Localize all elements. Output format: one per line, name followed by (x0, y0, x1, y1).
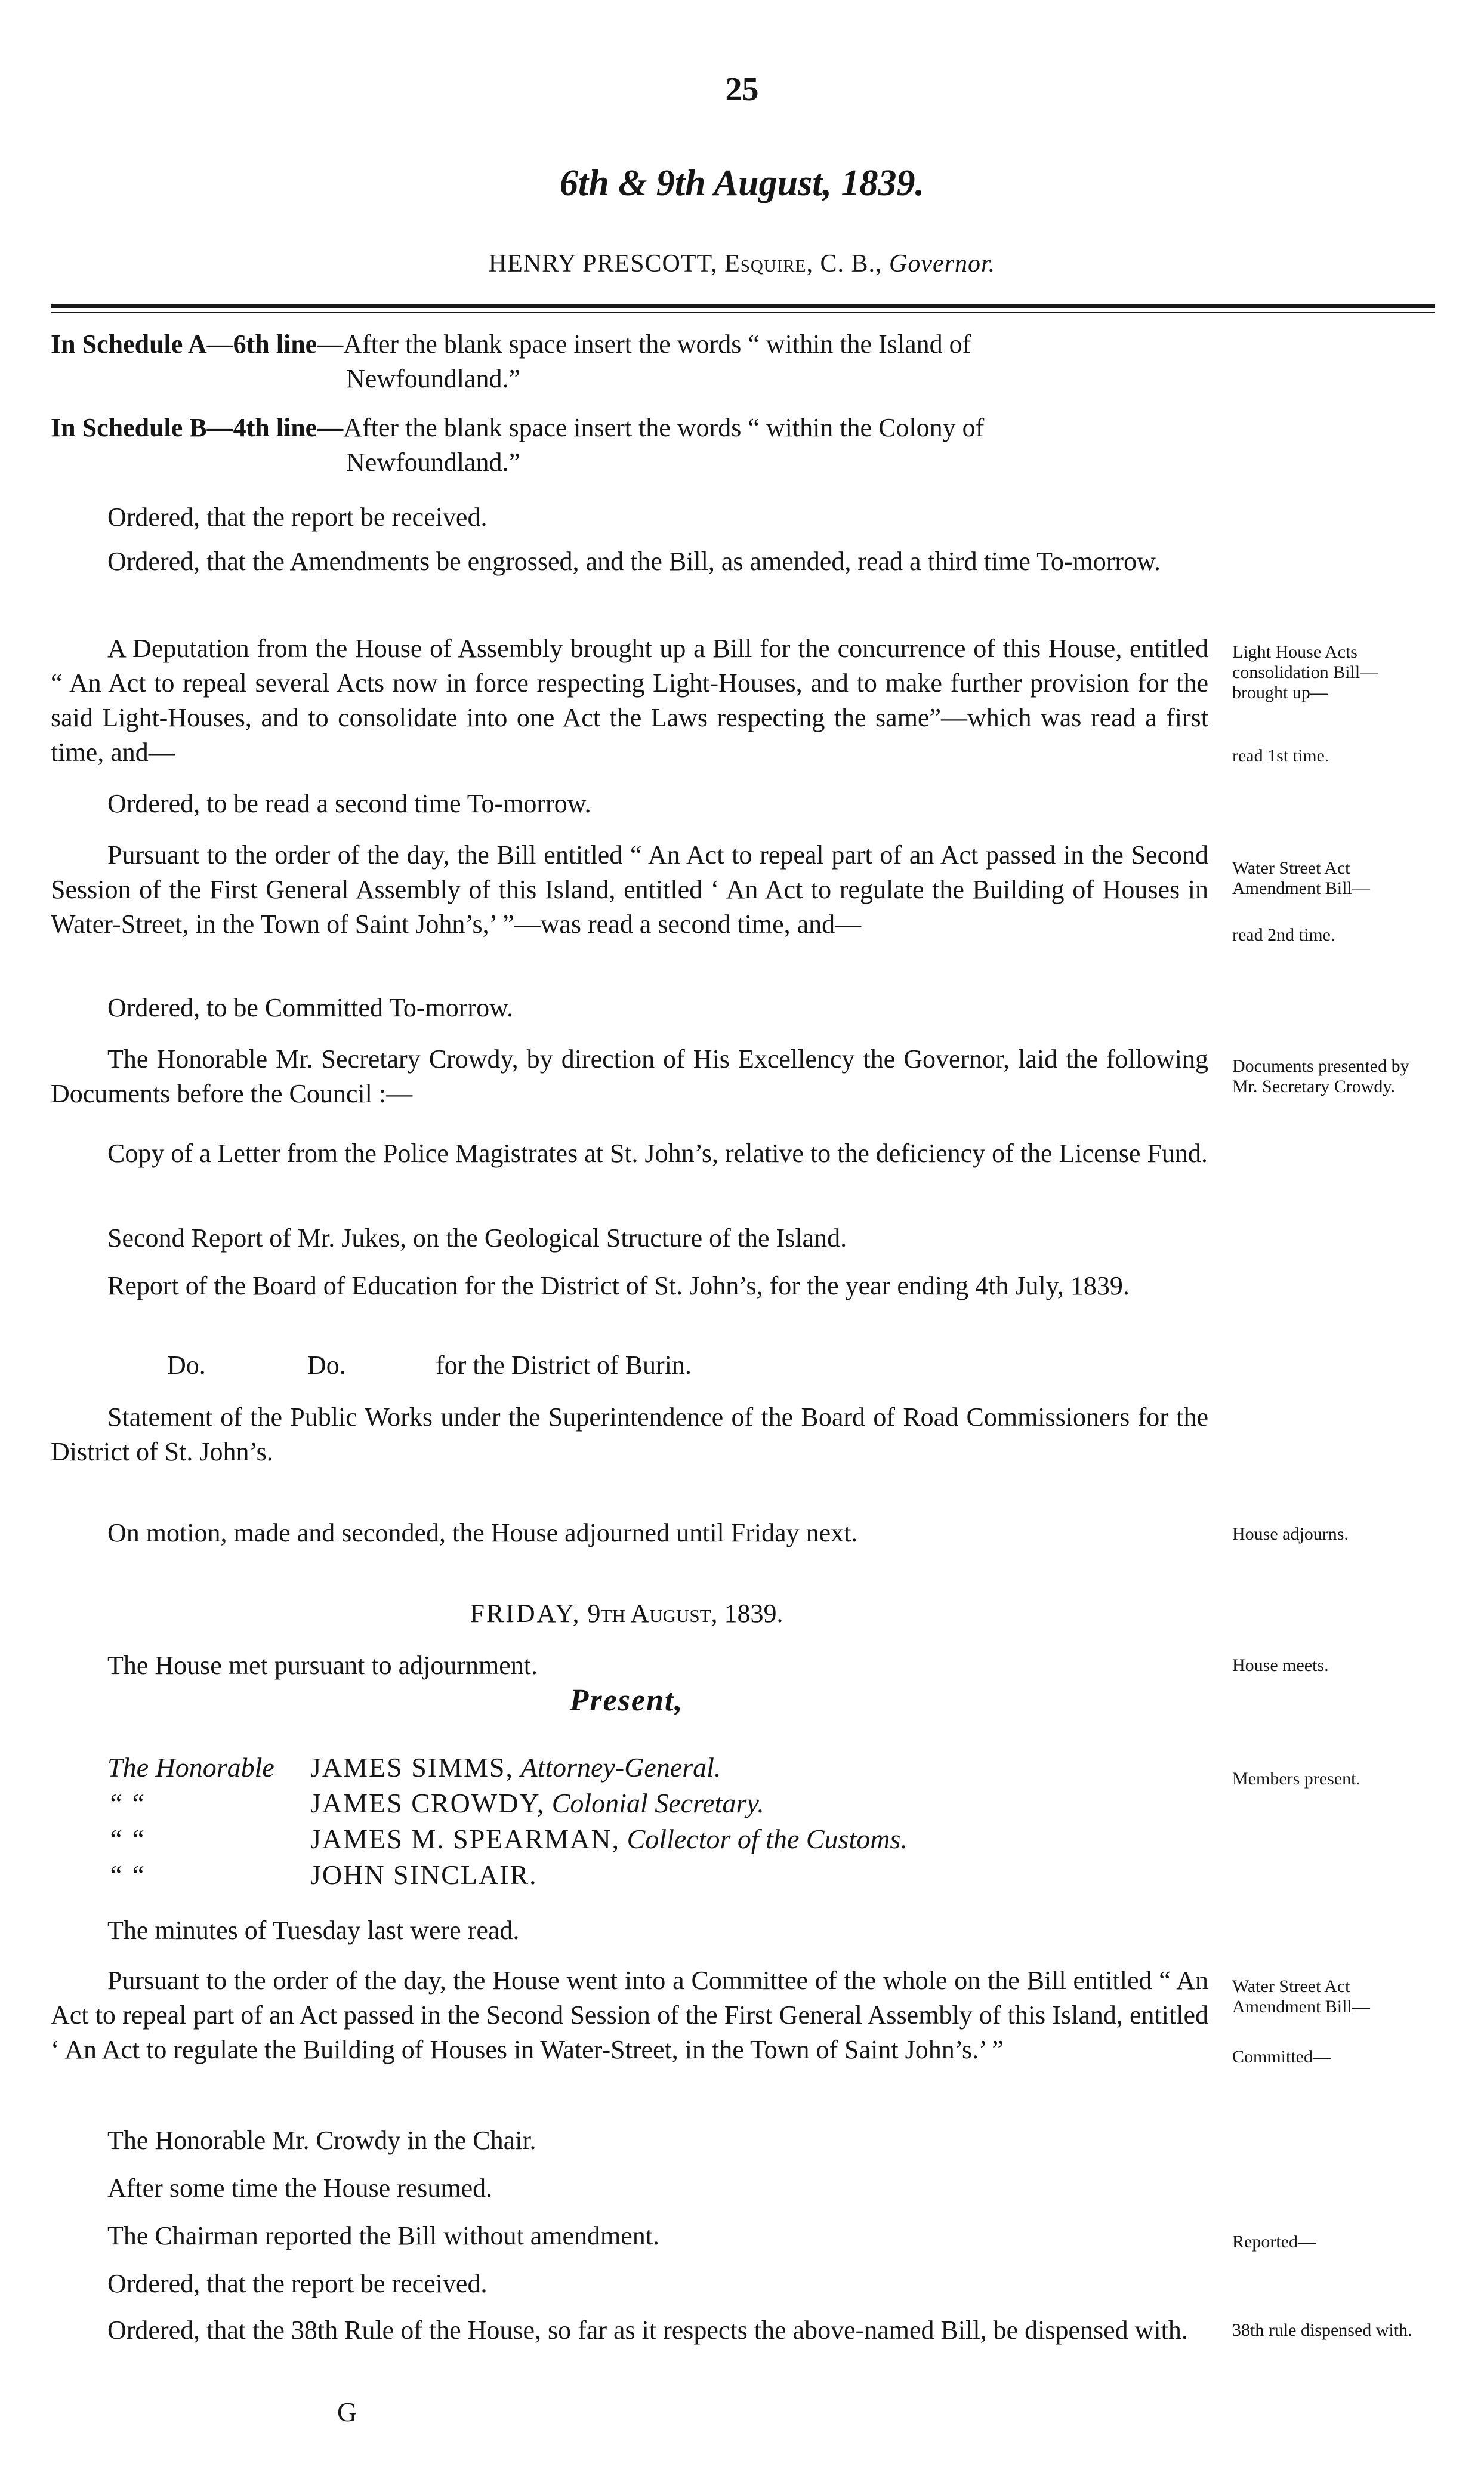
date-line: 6th & 9th August, 1839. (559, 163, 924, 204)
paragraph: The Honorable Mr. Secretary Crowdy, by direction of His Excellency the Governor, laid the following Documents before the Council :— (51, 1044, 1208, 1108)
sidenote: read 1st time. (1232, 746, 1329, 766)
schedule-a-text: After the blank space insert the words “ within the Island of (343, 329, 971, 359)
paragraph: The Honorable Mr. Crowdy in the Chair. (107, 2126, 536, 2155)
schedule-a-label: In Schedule A—6th line— (51, 329, 344, 359)
paragraph: Ordered, that the Amendments be engrossed, and the Bill, as amended, read a third time To-morrow. (107, 547, 1161, 576)
governor-name: HENRY PRESCOTT, (488, 250, 718, 278)
ditto-1: Do. (167, 1350, 206, 1380)
paragraph: Ordered, that the report be received. (107, 502, 488, 532)
schedule-b-text: After the blank space insert the words “ within the Colony of (343, 413, 985, 442)
paragraph: Pursuant to the order of the day, the Bill entitled “ An Act to repeal part of an Act passed in the Second Session of the First General Assembly of this Island, entitled ‘ An Act to regulate the Building of Houses in Water-Street, in the Town of Saint John’s,’ ”—was read a second time, and— (51, 840, 1208, 939)
governor-title: Esquire, (724, 250, 813, 278)
sidenote: Water Street Act Amendment Bill— (1232, 858, 1370, 898)
member-row (107, 1751, 721, 1784)
schedule-b-label: In Schedule B—4th line— (51, 413, 344, 442)
friday-year: 1839. (724, 1599, 783, 1628)
paragraph: The Chairman reported the Bill without amendment. (107, 2221, 659, 2250)
member-prefix: “ “ (107, 1860, 145, 1890)
governor-role: Governor. (888, 250, 996, 278)
member-name: JOHN SINCLAIR. (310, 1860, 538, 1890)
sidenote: Water Street Act Amendment Bill— (1232, 1977, 1370, 2016)
governor-order: C. B., (820, 250, 883, 278)
schedule-b (51, 411, 1208, 480)
member-prefix: “ “ (107, 1788, 145, 1818)
friday-heading (0, 1598, 1253, 1629)
paragraph: On motion, made and seconded, the House adjourned until Friday next. (107, 1518, 858, 1547)
header-rule-thin (51, 312, 1435, 313)
burin-line: for the District of Burin. (436, 1350, 692, 1380)
sidenote: Light House Acts consolidation Bill—brought up— (1232, 642, 1378, 702)
paragraph: Copy of a Letter from the Police Magistrates at St. John’s, relative to the deficiency of the License Fund. (107, 1139, 1208, 1168)
ditto-2: Do. (307, 1350, 346, 1380)
member-role: Colonial Secretary. (551, 1788, 764, 1818)
sidenote: Reported— (1232, 2232, 1316, 2252)
member-name: JAMES SIMMS, (310, 1752, 514, 1783)
paragraph: A Deputation from the House of Assembly brought up a Bill for the concurrence of this House, entitled “ An Act to repeal several Acts now in force respecting Light-Houses, and to make further provision for the said Light-Houses, and to consolidate into one Act the Laws respecting the same”—which was read a first time, and— (51, 634, 1208, 767)
paragraph: The minutes of Tuesday last were read. (107, 1916, 520, 1945)
sidenote: Members present. (1232, 1769, 1360, 1789)
paragraph: The House met pursuant to adjournment. (107, 1651, 538, 1680)
paragraph: After some time the House resumed. (107, 2173, 493, 2203)
member-name: JAMES M. SPEARMAN, (310, 1824, 621, 1854)
paragraph: Statement of the Public Works under the Superintendence of the Board of Road Commissioners for the District of St. John’s. (51, 1402, 1208, 1466)
paragraph: Ordered, that the 38th Rule of the House, so far as it respects the above-named Bill, be dispensed with. (107, 2315, 1188, 2345)
paragraph: Ordered, that the report be received. (107, 2269, 488, 2298)
member-role: Attorney-General. (520, 1752, 721, 1783)
paragraph: Ordered, to be read a second time To-morrow. (107, 789, 591, 818)
sidenote: read 2nd time. (1232, 925, 1335, 945)
sidenote: 38th rule dispensed with. (1232, 2320, 1412, 2340)
page-number: 25 (725, 71, 759, 108)
member-name: JAMES CROWDY, (310, 1788, 545, 1818)
member-row (107, 1823, 908, 1856)
friday-day: FRIDAY, (470, 1599, 581, 1628)
sidenote: House adjourns. (1232, 1524, 1349, 1544)
paragraph: Ordered, to be Committed To-morrow. (107, 993, 514, 1022)
paragraph: Pursuant to the order of the day, the House went into a Committee of the whole on the Bill entitled “ An Act to repeal part of an Act passed in the Second Session of the First General Assembly of this Island, entitled ‘ An Act to regulate the Building of Houses in Water-Street, in the Town of Saint John’s.’ ” (51, 1966, 1208, 2064)
schedule-a-cont: Newfoundland.” (346, 364, 521, 393)
schedule-a (51, 327, 1208, 396)
governor-line (0, 249, 1484, 278)
present-heading: Present, (569, 1684, 684, 1718)
member-prefix: The Honorable (107, 1752, 274, 1783)
signature-mark: G (337, 2397, 357, 2427)
friday-date: 9th August, (587, 1599, 718, 1628)
paragraph: Second Report of Mr. Jukes, on the Geological Structure of the Island. (107, 1223, 847, 1253)
sidenote: Documents presented by Mr. Secretary Crowdy. (1232, 1056, 1409, 1096)
member-row (107, 1858, 538, 1892)
paragraph: Report of the Board of Education for the District of St. John’s, for the year ending 4th July, 1839. (107, 1271, 1130, 1300)
sidenote: House meets. (1232, 1655, 1329, 1675)
header-rule (51, 304, 1435, 308)
sidenote: Committed— (1232, 2047, 1331, 2067)
member-prefix: “ “ (107, 1824, 145, 1854)
member-row (107, 1787, 764, 1820)
schedule-b-cont: Newfoundland.” (346, 448, 521, 477)
member-role: Collector of the Customs. (627, 1824, 908, 1854)
